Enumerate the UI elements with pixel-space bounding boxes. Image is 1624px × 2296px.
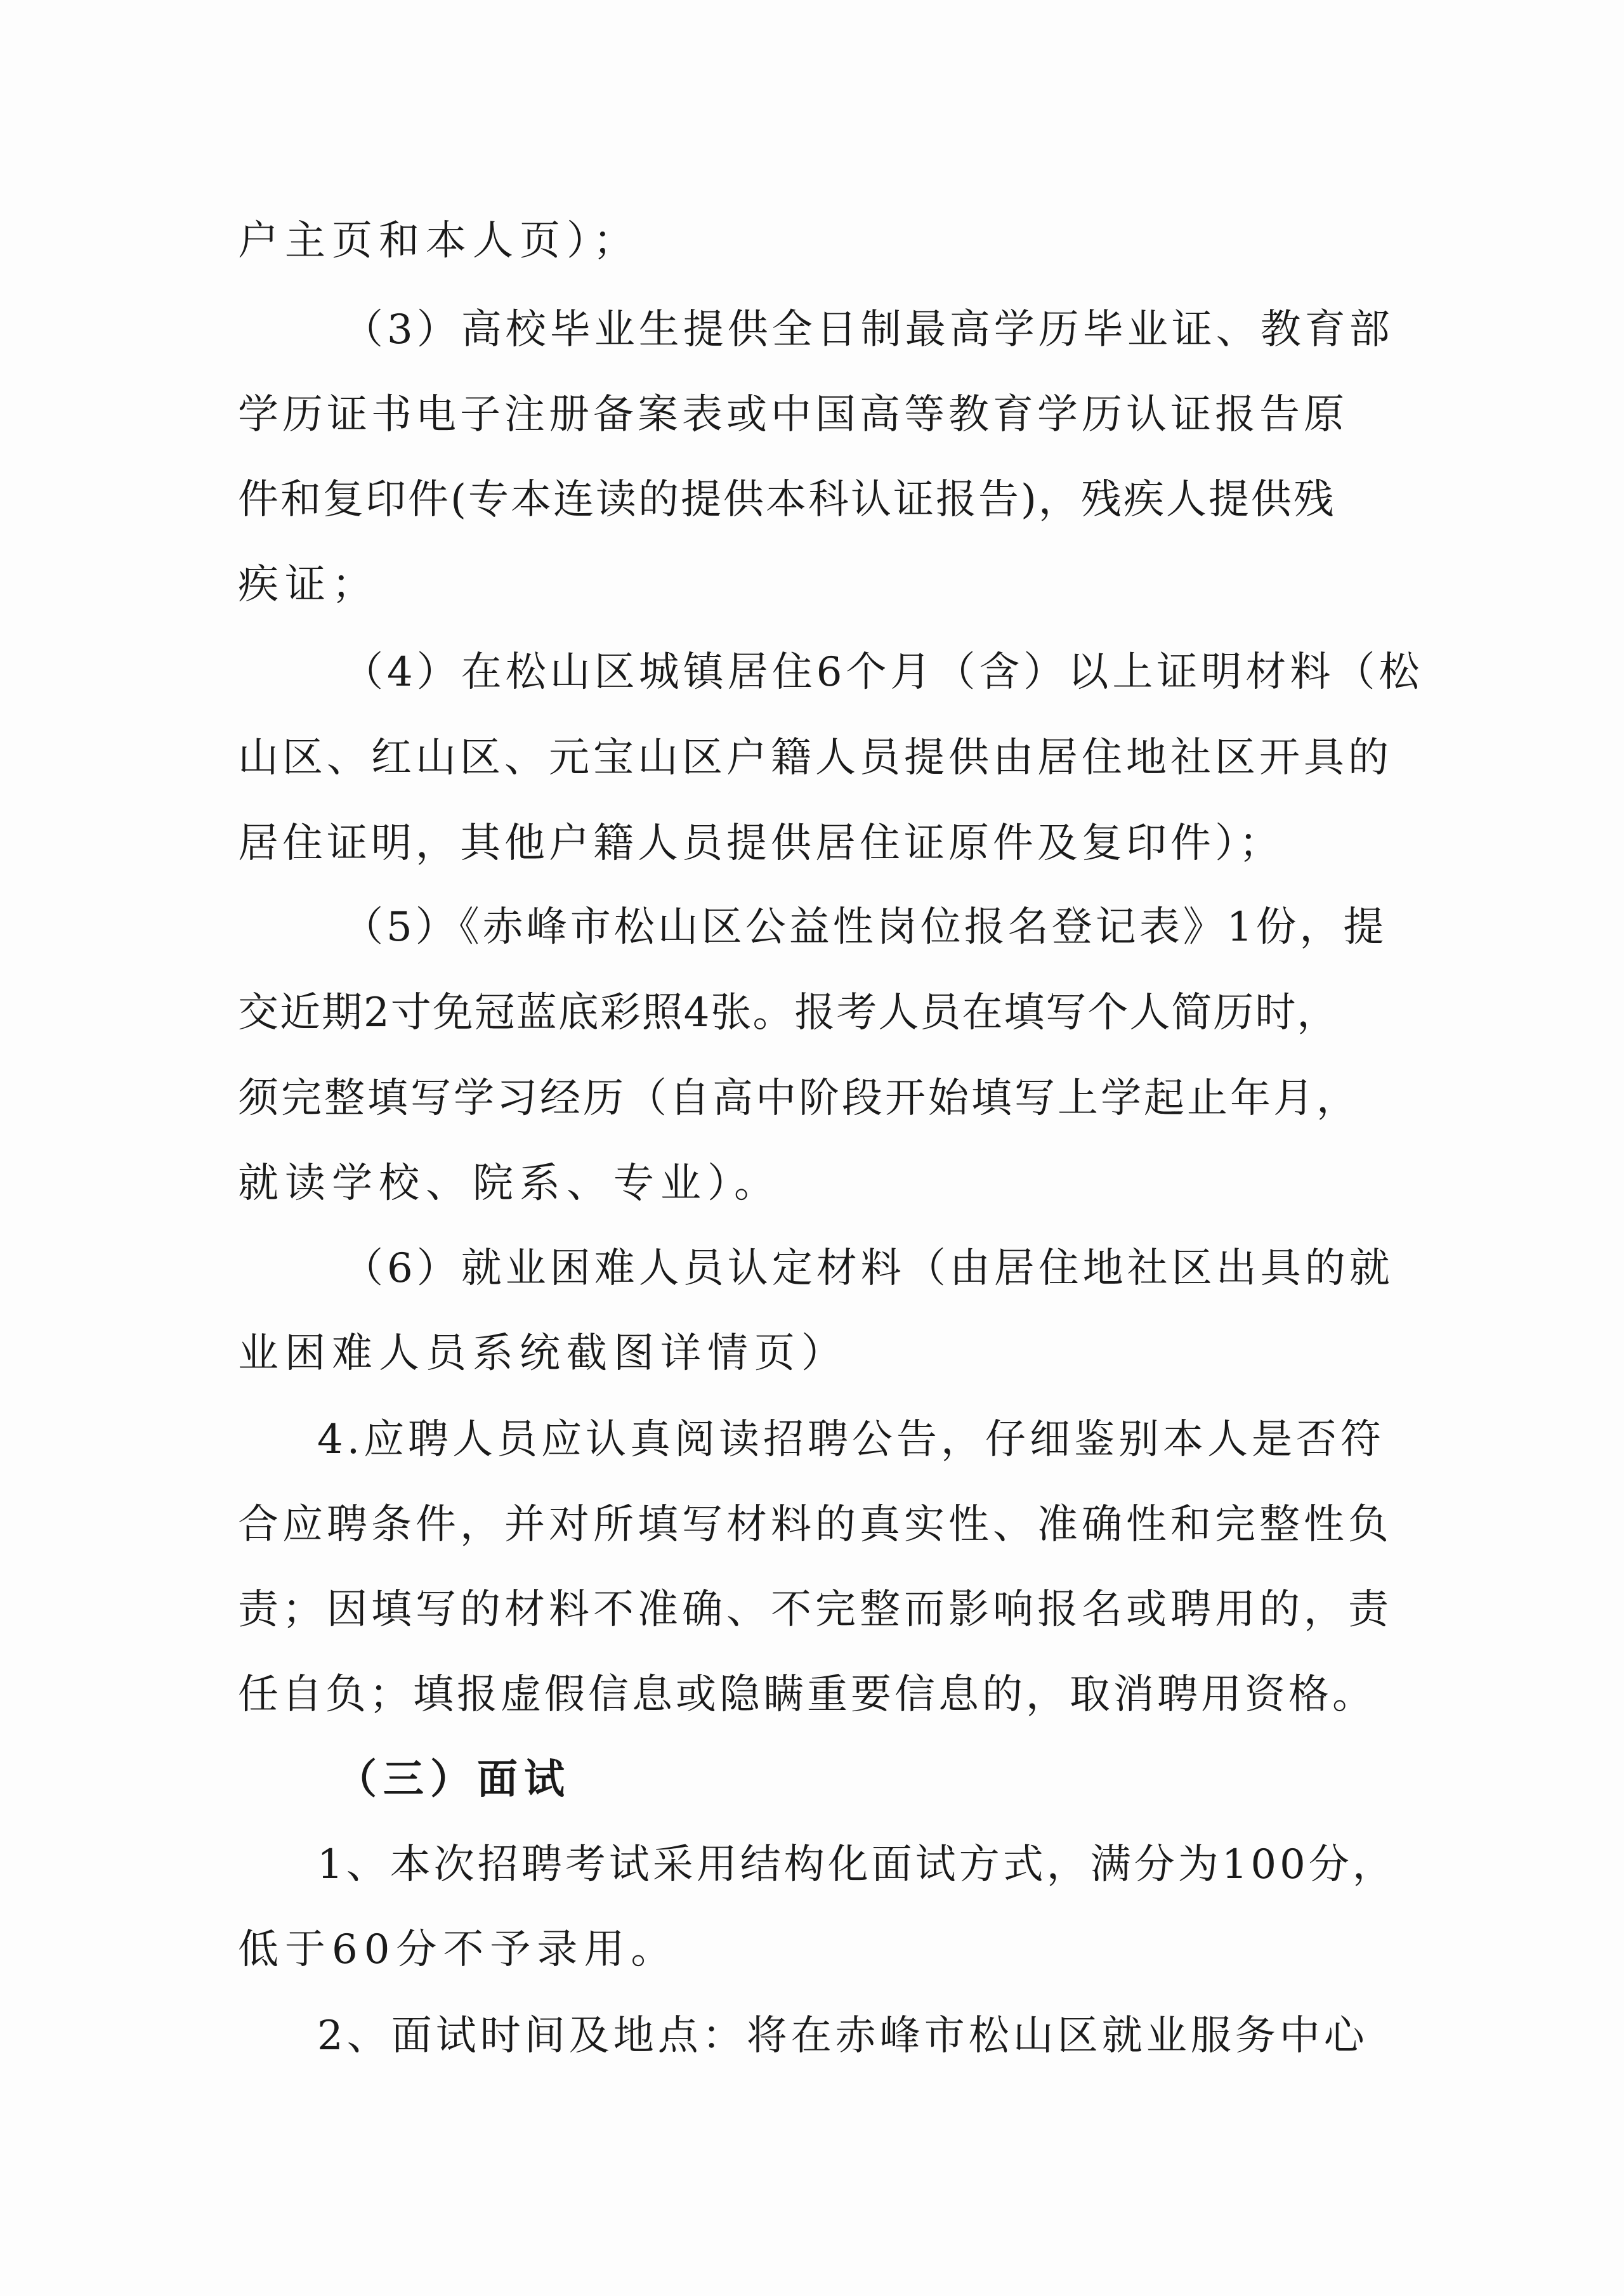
text-line: （5）《赤峰市松山区公益性岗位报名登记表》1份，提 — [343, 904, 1387, 951]
text-line: 户主页和本人页）； — [238, 218, 640, 264]
section-heading: （三）面试 — [336, 1756, 571, 1803]
text-line: 疾证； — [238, 561, 379, 608]
text-line: 居住证明，其他户籍人员提供居住证原件及复印件）； — [238, 820, 1283, 867]
text-line: 交近期2寸免冠蓝底彩照4张。报考人员在填写个人简历时， — [238, 989, 1339, 1036]
text-line: 合应聘条件，并对所填写材料的真实性、准确性和完整性负 — [238, 1501, 1392, 1548]
text-line: 4.应聘人员应认真阅读招聘公告，仔细鉴别本人是否符 — [317, 1416, 1385, 1463]
text-line: 学历证书电子注册备案表或中国高等教育学历认证报告原 — [238, 391, 1348, 438]
text-line: 2、面试时间及地点：将在赤峰市松山区就业服务中心 — [317, 2012, 1368, 2059]
text-line: 山区、红山区、元宝山区户籍人员提供由居住地社区开具的 — [238, 734, 1392, 781]
text-line: 件和复印件(专本连读的提供本科认证报告)，残疾人提供残 — [238, 476, 1336, 523]
text-line: 业困难人员系统截图详情页） — [238, 1330, 848, 1377]
text-line: （4）在松山区城镇居住6个月（含）以上证明材料（松 — [343, 649, 1424, 696]
text-line: 1、本次招聘考试采用结构化面试方式，满分为100分， — [317, 1841, 1396, 1888]
text-line: （6）就业困难人员认定材料（由居住地社区出具的就 — [343, 1245, 1394, 1292]
text-line: 低于60分不予录用。 — [238, 1926, 678, 1973]
text-line: 须完整填写学习经历（自高中阶段开始填写上学起止年月， — [238, 1075, 1359, 1122]
text-line: 责；因填写的材料不准确、不完整而影响报名或聘用的，责 — [238, 1586, 1392, 1633]
text-line: 就读学校、院系、专业）。 — [238, 1160, 781, 1207]
text-line: 任自负；填报虚假信息或隐瞒重要信息的，取消聘用资格。 — [238, 1671, 1376, 1718]
text-line: （3）高校毕业生提供全日制最高学历毕业证、教育部 — [343, 306, 1394, 353]
